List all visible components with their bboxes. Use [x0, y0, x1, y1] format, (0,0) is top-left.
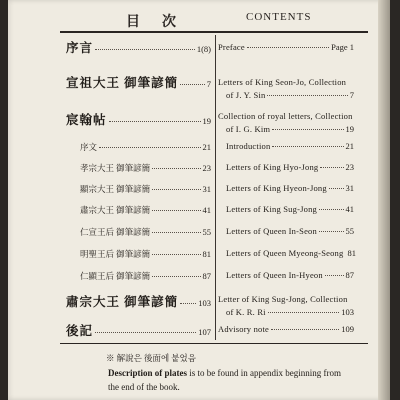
entry-page: 19 [202, 116, 211, 126]
toc-entry-royal-en-line1 [218, 111, 354, 121]
toc-entry-hyojong-ko [80, 162, 211, 174]
entry-label: Advisory note [218, 324, 269, 334]
entry-label: Introduction [226, 141, 271, 151]
entry-page: 7 [206, 79, 211, 89]
plates-note-english [108, 366, 354, 394]
entry-label: 顯宗大王 御筆諺簡 [80, 184, 151, 194]
entry-page: 103 [198, 298, 211, 308]
header-rule [60, 31, 368, 33]
entry-page: 87 [345, 270, 354, 280]
toc-entry-royal-en-line2 [226, 124, 354, 134]
entry-page: 41 [345, 204, 354, 214]
entry-page: 41 [202, 205, 211, 215]
entry-page: 31 [202, 184, 211, 194]
toc-entry-sugjong-collection-en-line2 [226, 307, 354, 317]
entry-label: Collection of royal letters, Collection [218, 111, 353, 121]
entry-page: Page 1 [331, 42, 354, 52]
entry-label: Letters of King Hyo-Jong [226, 162, 319, 172]
toc-entry-inhyeon-en [226, 270, 354, 280]
toc-entry-sugjong-en [226, 204, 354, 214]
entry-label: 孝宗大王 御筆諺簡 [80, 163, 151, 173]
entry-page: 23 [345, 162, 354, 172]
toc-entry-introduction-en [226, 141, 354, 151]
toc-entry-inhyeon-ko [80, 270, 211, 282]
entry-label: Letters of King Hyeon-Jong [226, 183, 327, 193]
contents-title-english: CONTENTS [246, 11, 312, 23]
toc-entry-seonjo-en-line2 [226, 90, 354, 100]
toc-entry-myeongseong-ko [80, 248, 211, 260]
entry-label: Letter of King Sug-Jong, Collection [218, 294, 348, 304]
toc-entry-hyeonjong-ko [80, 183, 211, 195]
entry-page: 1(8) [196, 44, 211, 54]
entry-label: Letters of Queen In-Seon [226, 226, 317, 236]
entry-page: 7 [349, 90, 354, 100]
entry-label: of K. R. Ri [226, 307, 266, 317]
entry-label: 序言 [66, 41, 94, 55]
footer-rule [60, 343, 368, 344]
entry-page: 55 [202, 227, 211, 237]
entry-label: Preface [218, 42, 245, 52]
toc-entry-myeongseong-en [226, 248, 354, 258]
toc-entry-sukjong-ko [80, 204, 211, 216]
toc-entry-advisory-en [218, 324, 354, 334]
entry-label: 明聖王后 御筆諺簡 [80, 249, 151, 259]
book-page [8, 0, 390, 400]
entry-page: 21 [202, 142, 211, 152]
toc-entry-seonjo-en-line1 [218, 77, 354, 87]
plates-note-rest: is to be found in appendix beginning from the end of the book. [108, 368, 341, 392]
entry-label: 後記 [66, 324, 94, 338]
toc-entry-hyojong-en [226, 162, 354, 172]
entry-label: Letters of King Seon-Jo, Collection [218, 77, 347, 87]
entry-page: 103 [341, 307, 354, 317]
entry-label: 宣祖大王 御筆諺簡 [66, 76, 179, 90]
page-spine-shadow [378, 0, 390, 400]
entry-page: 23 [202, 163, 211, 173]
entry-page: 81 [347, 248, 356, 258]
entry-page: 81 [202, 249, 211, 259]
entry-label: 仁宣王后 御筆諺簡 [80, 227, 151, 237]
entry-label: 序文 [80, 142, 98, 152]
entry-page: 107 [198, 327, 211, 337]
entry-page: 31 [345, 183, 354, 193]
entry-label: 肅宗大王 御筆諺簡 [66, 295, 179, 309]
entry-label: Letters of Queen Myeong-Seong [226, 248, 344, 258]
contents-title-korean: 目次 [126, 15, 198, 30]
entry-label: Letters of King Sug-Jong [226, 204, 317, 214]
plates-note-korean: ※ 解說은 後面에 붙었음 [106, 353, 196, 363]
toc-entry-inseon-en [226, 226, 354, 236]
entry-label: Letters of Queen In-Hyeon [226, 270, 323, 280]
toc-entry-inseon-ko [80, 226, 211, 238]
entry-label: 肅宗大王 御筆諺簡 [80, 205, 151, 215]
entry-page: 87 [202, 271, 211, 281]
entry-label: 宸翰帖 [66, 113, 107, 127]
entry-page: 55 [345, 226, 354, 236]
toc-entry-hyeonjong-en [226, 183, 354, 193]
entry-label: of J. Y. Sin [226, 90, 266, 100]
toc-entry-preface-ko [66, 38, 211, 56]
entry-page: 21 [345, 141, 354, 151]
plates-note-bold: Description of plates [108, 368, 187, 378]
toc-entry-sugjong-collection-en-line1 [218, 294, 354, 304]
toc-entry-preface-en [218, 42, 354, 52]
toc-entry-seonjo-ko [66, 73, 211, 91]
toc-entry-sukjong-collection-ko [66, 292, 211, 310]
column-divider [215, 35, 216, 340]
toc-entry-introduction-ko [80, 141, 211, 153]
entry-label: 仁顯王后 御筆諺簡 [80, 271, 151, 281]
entry-label: of I. G. Kim [226, 124, 271, 134]
toc-entry-shinhanchop-ko [66, 110, 211, 128]
entry-page: 19 [345, 124, 354, 134]
entry-page: 109 [341, 324, 354, 334]
toc-entry-postscript-ko [66, 321, 211, 339]
